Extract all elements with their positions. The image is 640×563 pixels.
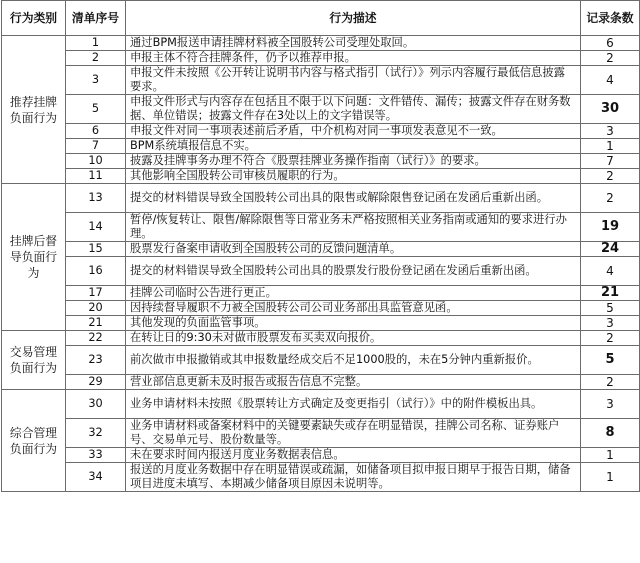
- list-no-cell: 6: [66, 124, 126, 139]
- header-row: [2, 1, 640, 36]
- count-cell: 2: [581, 331, 640, 346]
- list-no-cell: 16: [66, 257, 126, 286]
- table-row: [2, 346, 640, 375]
- description-cell: 申报文件对同一事项表述前后矛盾，中介机构对同一事项发表意见不一致。: [126, 124, 581, 139]
- description-cell: 通过BPM报送申请挂牌材料被全国股转公司受理处取回。: [126, 36, 581, 51]
- table-row: [2, 242, 640, 257]
- count-cell: 6: [581, 36, 640, 51]
- list-no-cell: 29: [66, 375, 126, 390]
- header-list-no: 清单序号: [66, 1, 126, 36]
- count-cell: 19: [581, 213, 640, 242]
- count-cell: 5: [581, 301, 640, 316]
- description-cell: BPM系统填报信息不实。: [126, 139, 581, 154]
- description-cell: 业务申请材料未按照《股票转让方式确定及变更指引（试行）》中的附件模板出具。: [126, 390, 581, 419]
- table-row: [2, 36, 640, 51]
- description-cell: 挂牌公司临时公告进行更正。: [126, 286, 581, 301]
- list-no-cell: 32: [66, 419, 126, 448]
- table-row: [2, 448, 640, 463]
- list-no-cell: 13: [66, 184, 126, 213]
- category-cell: 挂牌后督导负面行为: [2, 184, 66, 331]
- list-no-cell: 30: [66, 390, 126, 419]
- description-cell: 其他影响全国股转公司审核员履职的行为。: [126, 169, 581, 184]
- table-row: [2, 213, 640, 242]
- table-row: [2, 463, 640, 492]
- table-row: [2, 331, 640, 346]
- description-cell: 在转让日的9:30未对做市股票发布买卖双向报价。: [126, 331, 581, 346]
- count-cell: 1: [581, 463, 640, 492]
- table-row: [2, 51, 640, 66]
- header-description: 行为描述: [126, 1, 581, 36]
- table-row: [2, 419, 640, 448]
- count-cell: 3: [581, 316, 640, 331]
- count-cell: 1: [581, 448, 640, 463]
- count-cell: 2: [581, 184, 640, 213]
- table-row: [2, 66, 640, 95]
- list-no-cell: 5: [66, 95, 126, 124]
- list-no-cell: 34: [66, 463, 126, 492]
- description-cell: 股票发行备案申请收到全国股转公司的反馈问题清单。: [126, 242, 581, 257]
- count-cell: 2: [581, 375, 640, 390]
- list-no-cell: 20: [66, 301, 126, 316]
- list-no-cell: 14: [66, 213, 126, 242]
- count-cell: 21: [581, 286, 640, 301]
- header-count: 记录条数: [581, 1, 640, 36]
- header-category: 行为类别: [2, 1, 66, 36]
- description-cell: 提交的材料错误导致全国股转公司出具的限售或解除限售登记函在发函后重新出函。: [126, 184, 581, 213]
- category-cell: 交易管理负面行为: [2, 331, 66, 390]
- table-row: [2, 95, 640, 124]
- description-cell: 营业部信息更新未及时报告或报告信息不完整。: [126, 375, 581, 390]
- description-cell: 报送的月度业务数据中存在明显错误或疏漏，如储备项目拟申报日期早于报告日期，储备项目进度未填写、本期减少储备项目原因未说明等。: [126, 463, 581, 492]
- list-no-cell: 1: [66, 36, 126, 51]
- list-no-cell: 21: [66, 316, 126, 331]
- list-no-cell: 10: [66, 154, 126, 169]
- behavior-table: [1, 0, 640, 492]
- table-row: [2, 390, 640, 419]
- count-cell: 3: [581, 390, 640, 419]
- description-cell: 前次做市申报撤销或其申报数量经成交后不足1000股的，未在5分钟内重新报价。: [126, 346, 581, 375]
- list-no-cell: 23: [66, 346, 126, 375]
- list-no-cell: 15: [66, 242, 126, 257]
- description-cell: 因持续督导履职不力被全国股转公司公司业务部出具监管意见函。: [126, 301, 581, 316]
- table-row: [2, 316, 640, 331]
- description-cell: 申报主体不符合挂牌条件，仍予以推荐申报。: [126, 51, 581, 66]
- description-cell: 申报文件未按照《公开转让说明书内容与格式指引（试行）》列示内容履行最低信息披露要求。: [126, 66, 581, 95]
- description-cell: 提交的材料错误导致全国股转公司出具的股票发行股份登记函在发函后重新出函。: [126, 257, 581, 286]
- description-cell: 暂停/恢复转让、限售/解除限售等日常业务未严格按照相关业务指南或通知的要求进行办理。: [126, 213, 581, 242]
- list-no-cell: 33: [66, 448, 126, 463]
- list-no-cell: 11: [66, 169, 126, 184]
- table-row: [2, 124, 640, 139]
- description-cell: 申报文件形式与内容存在包括且不限于以下问题：文件错传、漏传；披露文件存在财务数据、单位错误；披露文件存在3处以上的文字错误等。: [126, 95, 581, 124]
- table-body: [2, 36, 640, 492]
- count-cell: 4: [581, 257, 640, 286]
- count-cell: 4: [581, 66, 640, 95]
- table-row: [2, 184, 640, 213]
- count-cell: 3: [581, 124, 640, 139]
- table-row: [2, 375, 640, 390]
- description-cell: 其他发现的负面监管事项。: [126, 316, 581, 331]
- count-cell: 24: [581, 242, 640, 257]
- list-no-cell: 22: [66, 331, 126, 346]
- table-row: [2, 139, 640, 154]
- description-cell: 披露及挂牌事务办理不符合《股票挂牌业务操作指南（试行）》的要求。: [126, 154, 581, 169]
- list-no-cell: 2: [66, 51, 126, 66]
- table-row: [2, 301, 640, 316]
- table-row: [2, 154, 640, 169]
- list-no-cell: 3: [66, 66, 126, 95]
- count-cell: 5: [581, 346, 640, 375]
- description-cell: 未在要求时间内报送月度业务数据表信息。: [126, 448, 581, 463]
- count-cell: 2: [581, 51, 640, 66]
- count-cell: 2: [581, 169, 640, 184]
- list-no-cell: 7: [66, 139, 126, 154]
- count-cell: 7: [581, 154, 640, 169]
- count-cell: 30: [581, 95, 640, 124]
- table-row: [2, 257, 640, 286]
- table-row: [2, 169, 640, 184]
- list-no-cell: 17: [66, 286, 126, 301]
- category-cell: 综合管理负面行为: [2, 390, 66, 492]
- count-cell: 1: [581, 139, 640, 154]
- table-row: [2, 286, 640, 301]
- count-cell: 8: [581, 419, 640, 448]
- description-cell: 业务申请材料或备案材料中的关键要素缺失或存在明显错误，挂牌公司名称、证券账户号、交易单元号、股份数量等。: [126, 419, 581, 448]
- category-cell: 推荐挂牌负面行为: [2, 36, 66, 184]
